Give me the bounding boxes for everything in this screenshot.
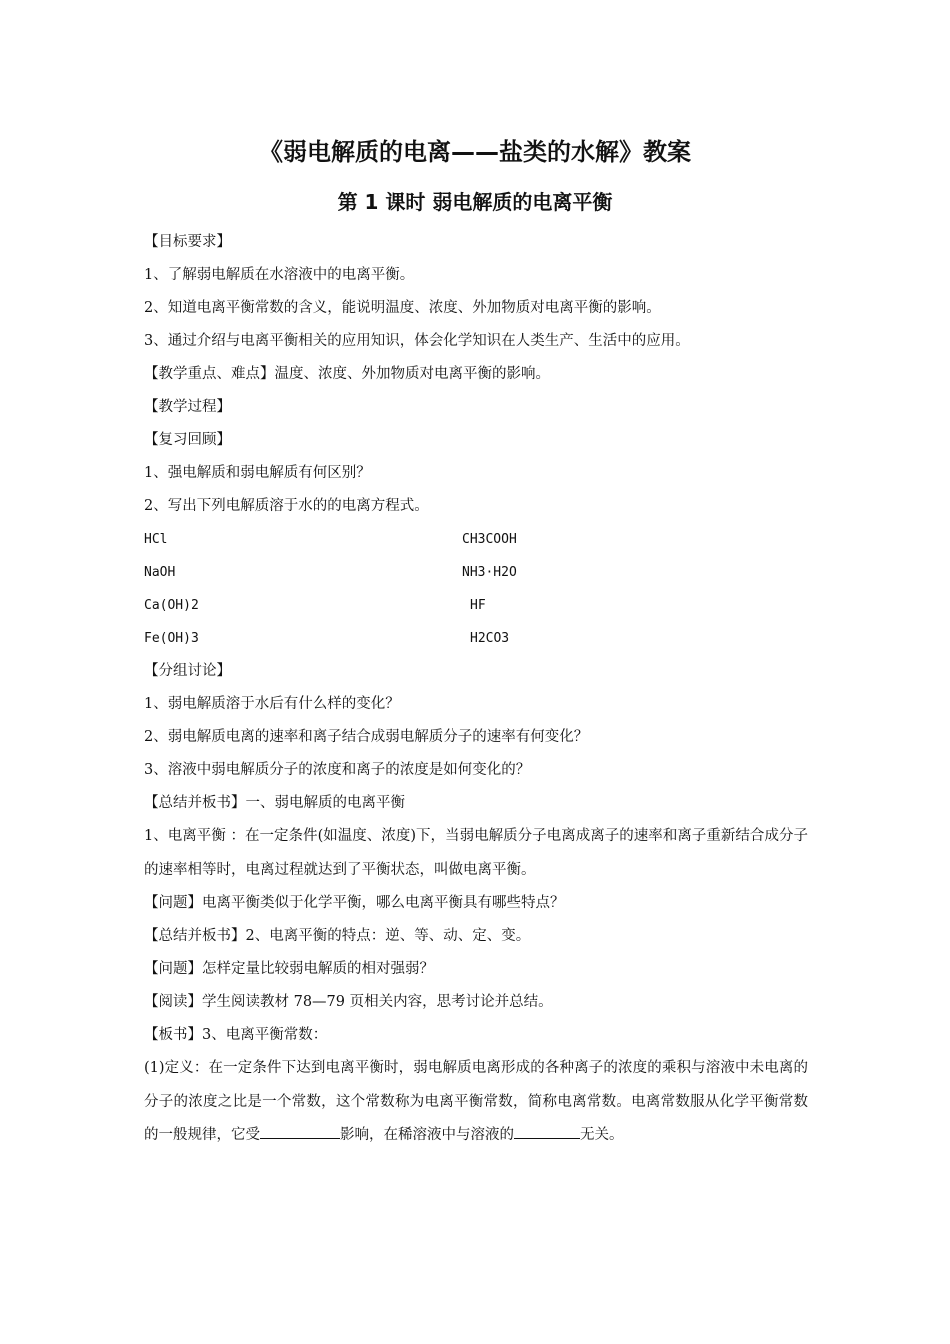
formula-left: NaOH — [144, 565, 176, 580]
reading-task: 【阅读】学生阅读教材 78—79 页相关内容，思考讨论并总结。 — [144, 994, 553, 1010]
fill-blank-1[interactable] — [260, 1124, 340, 1139]
formula-row — [144, 523, 808, 556]
question-2: 【问题】怎样定量比较弱电解质的相对强弱？ — [144, 961, 434, 977]
document-title: 《弱电解质的电离——盐类的水解》教案 — [259, 138, 691, 166]
goal-item-3: 3、通过介绍与电离平衡相关的应用知识，体会化学知识在人类生产、生活中的应用。 — [144, 333, 690, 349]
definition-text-a: (1)定义：在一定条件下达到电离平衡时，弱电解质电离形成的各种离子的浓度的乘积与溶液中未电离的分子的浓度之比是一个常数，这个常数称为电离平衡常数，简称电离常数。电离常数服从化学平衡常数的一般规律，它受 — [144, 1060, 808, 1143]
goal-item-2: 2、知道电离平衡常数的含义，能说明温度、浓度、外加物质对电离平衡的影响。 — [144, 300, 661, 316]
definition-ionization-constant — [144, 1052, 808, 1153]
discussion-item-3: 3、溶液中弱电解质分子的浓度和离子的浓度是如何变化的？ — [144, 762, 531, 778]
goal-item-1: 1、了解弱电解质在水溶液中的电离平衡。 — [144, 267, 415, 283]
discussion-item-1: 1、弱电解质溶于水后有什么样的变化？ — [144, 696, 400, 712]
formula-right: HF — [470, 598, 486, 613]
formula-right: CH3COOH — [462, 532, 517, 547]
lesson-subtitle: 第 1 课时 弱电解质的电离平衡 — [337, 190, 613, 214]
process-header: 【教学过程】 — [144, 399, 231, 415]
review-item-1: 1、强电解质和弱电解质有何区别？ — [144, 465, 371, 481]
discussion-header: 【分组讨论】 — [144, 663, 231, 679]
formula-right: NH3·H2O — [462, 565, 517, 580]
document-body — [144, 226, 808, 1153]
formula-row — [144, 589, 808, 622]
review-header: 【复习回顾】 — [144, 432, 231, 448]
goal-header: 【目标要求】 — [144, 234, 231, 250]
question-1: 【问题】电离平衡类似于化学平衡，哪么电离平衡具有哪些特点？ — [144, 895, 565, 911]
definition-text-b: 影响，在稀溶液中与溶液的 — [340, 1127, 514, 1143]
definition-ionization-equilibrium: 1、电离平衡 ：在一定条件(如温度、浓度)下，当弱电解质分子电离成离子的速率和离子重新结合成分子的速率相等时，电离过程就达到了平衡状态，叫做电离平衡。 — [144, 828, 808, 878]
formula-row — [144, 622, 808, 655]
formula-left: Fe(OH)3 — [144, 631, 199, 646]
board-3: 【板书】3、电离平衡常数： — [144, 1027, 328, 1043]
fill-blank-2[interactable] — [514, 1124, 580, 1139]
summary-board-2: 【总结并板书】2、电离平衡的特点：逆、等、动、定、变。 — [144, 928, 531, 944]
formula-left: Ca(OH)2 — [144, 598, 199, 613]
discussion-item-2: 2、弱电解质电离的速率和离子结合成弱电解质分子的速率有何变化？ — [144, 729, 589, 745]
summary-board-1: 【总结并板书】一、弱电解质的电离平衡 — [144, 795, 405, 811]
formula-right: H2CO3 — [470, 631, 510, 646]
formula-row — [144, 556, 808, 589]
key-points: 【教学重点、难点】温度、浓度、外加物质对电离平衡的影响。 — [144, 366, 550, 382]
review-item-2: 2、写出下列电解质溶于水的的电离方程式。 — [144, 498, 429, 514]
definition-text-c: 无关。 — [580, 1127, 624, 1143]
formula-left: HCl — [144, 532, 168, 547]
